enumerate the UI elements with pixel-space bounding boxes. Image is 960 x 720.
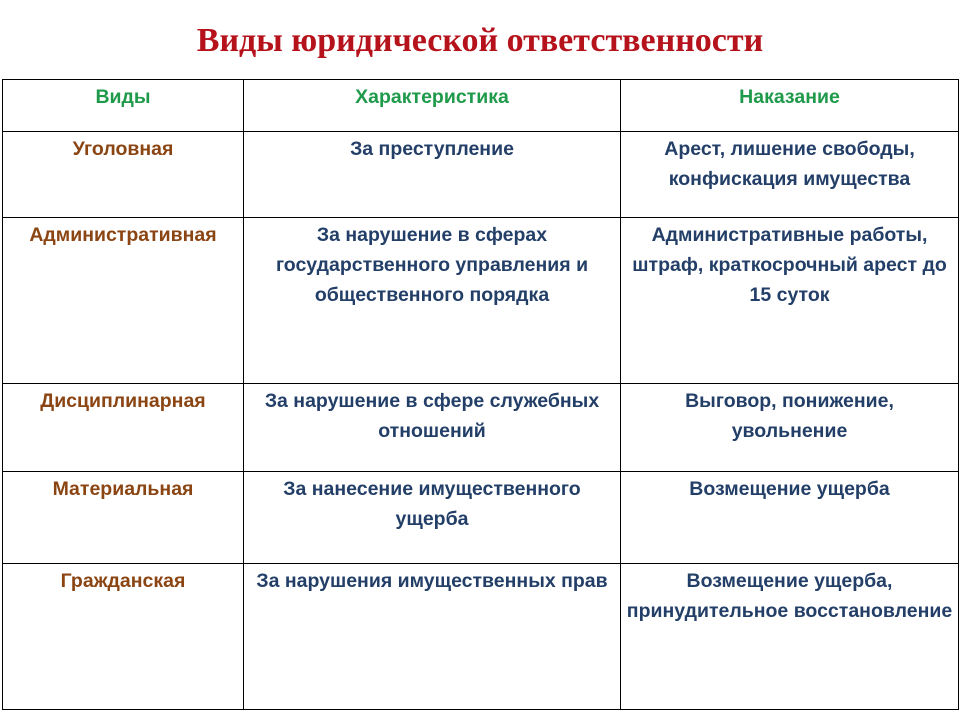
punishment-cell: Арест, лишение свободы, конфискация имущества (621, 132, 959, 218)
table-row (3, 384, 959, 472)
characteristic-cell: За нанесение имущественного ущерба (244, 472, 621, 564)
kind-cell: Дисциплинарная (3, 384, 244, 472)
characteristic-cell: За нарушение в сферах государственного управления и общественного порядка (244, 218, 621, 384)
responsibility-table (2, 79, 959, 710)
table-row (3, 132, 959, 218)
table-row (3, 218, 959, 384)
punishment-cell: Выговор, понижение, увольнение (621, 384, 959, 472)
kind-cell: Административная (3, 218, 244, 384)
header-kinds: Виды (3, 80, 244, 132)
punishment-cell: Административные работы, штраф, краткосрочный арест до 15 суток (621, 218, 959, 384)
table-header-row (3, 80, 959, 132)
kind-cell: Уголовная (3, 132, 244, 218)
characteristic-cell: За нарушение в сфере служебных отношений (244, 384, 621, 472)
header-characteristic: Характеристика (244, 80, 621, 132)
punishment-cell: Возмещение ущерба (621, 472, 959, 564)
characteristic-cell: За преступление (244, 132, 621, 218)
table-row (3, 472, 959, 564)
punishment-cell: Возмещение ущерба, принудительное восстановление (621, 564, 959, 710)
characteristic-cell: За нарушения имущественных прав (244, 564, 621, 710)
header-punishment: Наказание (621, 80, 959, 132)
kind-cell: Материальная (3, 472, 244, 564)
kind-cell: Гражданская (3, 564, 244, 710)
page-title: Виды юридической ответственности (196, 22, 764, 59)
table-row (3, 564, 959, 710)
